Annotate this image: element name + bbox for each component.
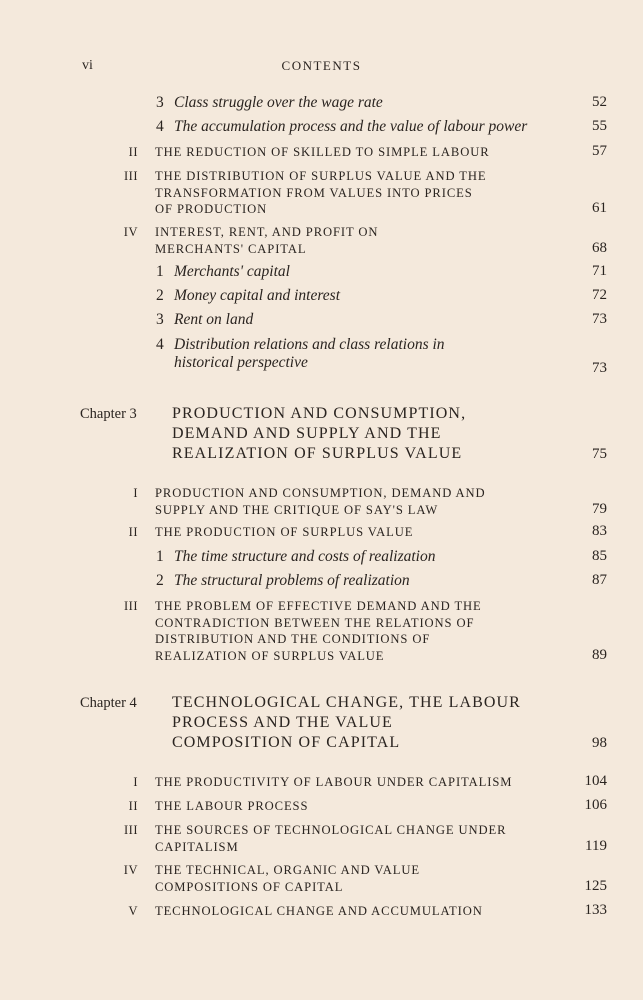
subsection-number: 3 xyxy=(156,94,164,111)
page-ref: 89 xyxy=(592,646,607,663)
section-numeral: V xyxy=(128,904,138,918)
chapter-title xyxy=(172,404,466,464)
page-ref: 61 xyxy=(592,200,607,216)
toc-subsection-line xyxy=(156,94,383,112)
chapter-page-ref: 98 xyxy=(592,735,607,751)
page-ref: 85 xyxy=(592,548,607,564)
section-title-line: TECHNOLOGICAL CHANGE AND ACCUMULATION xyxy=(155,904,483,918)
subsection-number: 1 xyxy=(156,548,164,565)
chapter-title-line: REALIZATION OF SURPLUS VALUE xyxy=(172,445,463,462)
toc-section xyxy=(155,224,378,257)
section-title-line: THE SOURCES OF TECHNOLOGICAL CHANGE UNDER xyxy=(155,823,507,837)
section-numeral: IV xyxy=(123,225,138,239)
section-title-line: COMPOSITIONS OF CAPITAL xyxy=(155,879,344,894)
subsection-number: 2 xyxy=(156,572,164,589)
section-numeral: II xyxy=(128,145,138,159)
section-title-line: THE LABOUR PROCESS xyxy=(155,799,309,813)
section-title-line: MERCHANTS' CAPITAL xyxy=(155,241,307,256)
page-ref: 72 xyxy=(592,287,607,303)
page-ref: 73 xyxy=(592,311,607,327)
toc-section xyxy=(155,774,512,791)
toc-section xyxy=(155,862,420,895)
toc-subsection-line xyxy=(156,336,445,354)
toc-section xyxy=(155,524,413,541)
chapter-title-line: COMPOSITION OF CAPITAL xyxy=(172,734,401,751)
page-ref: 106 xyxy=(584,797,607,813)
subsection-number: 2 xyxy=(156,287,164,304)
toc-subsection xyxy=(156,94,383,112)
toc-subsection xyxy=(156,311,253,329)
subsection-number: 1 xyxy=(156,263,164,280)
toc-subsection xyxy=(156,572,410,590)
page-ref: 133 xyxy=(584,902,607,918)
page-ref: 125 xyxy=(584,877,607,894)
subsection-title: Class struggle over the wage rate xyxy=(174,94,383,111)
page-ref: 55 xyxy=(592,118,607,134)
subsection-number: 4 xyxy=(156,336,164,353)
section-numeral: II xyxy=(128,525,138,539)
subsection-title: historical perspective xyxy=(174,354,308,371)
toc-subsection xyxy=(156,548,435,566)
toc-subsection-line xyxy=(156,287,340,305)
toc-section xyxy=(155,485,486,518)
subsection-title: Rent on land xyxy=(174,311,254,328)
page-ref: 71 xyxy=(592,263,607,279)
toc-subsection-line xyxy=(156,572,410,590)
chapter-title-line: TECHNOLOGICAL CHANGE, THE LABOUR xyxy=(172,694,521,711)
section-title-line: THE PRODUCTIVITY OF LABOUR UNDER CAPITALISM xyxy=(155,775,513,789)
page-ref: 87 xyxy=(592,572,607,588)
section-numeral: III xyxy=(124,169,138,183)
section-title-line: CAPITALISM xyxy=(155,839,239,854)
page-title: CONTENTS xyxy=(281,58,362,73)
section-numeral: I xyxy=(133,486,138,500)
page-ref: 83 xyxy=(592,523,607,539)
section-title-line: OF PRODUCTION xyxy=(155,202,268,216)
page-number: vi xyxy=(82,58,93,73)
subsection-title: The structural problems of realization xyxy=(174,572,410,589)
toc-section xyxy=(155,903,483,920)
page-ref: 57 xyxy=(592,143,607,159)
toc-section xyxy=(155,144,490,161)
subsection-number: 4 xyxy=(156,118,164,135)
section-numeral: I xyxy=(133,775,138,789)
toc-section xyxy=(155,598,482,664)
section-title-line: REALIZATION OF SURPLUS VALUE xyxy=(155,648,385,663)
section-title-line: PRODUCTION AND CONSUMPTION, DEMAND AND xyxy=(155,486,486,500)
chapter-label: Chapter 3 xyxy=(80,406,137,422)
section-title-line: DISTRIBUTION AND THE CONDITIONS OF xyxy=(155,632,431,646)
toc-subsection xyxy=(156,287,340,305)
subsection-title: Distribution relations and class relations in xyxy=(174,336,445,353)
section-numeral: IV xyxy=(123,863,138,877)
section-numeral: III xyxy=(124,599,138,613)
section-title-line: THE TECHNICAL, ORGANIC AND VALUE xyxy=(155,863,420,877)
page-ref: 73 xyxy=(592,360,607,376)
chapter-title-line: PROCESS AND THE VALUE xyxy=(172,714,393,731)
chapter-label: Chapter 4 xyxy=(80,695,137,711)
subsection-number: 3 xyxy=(156,311,164,328)
toc-section xyxy=(155,168,486,218)
section-title-line: THE DISTRIBUTION OF SURPLUS VALUE AND THE xyxy=(155,169,487,183)
toc-subsection-line xyxy=(156,311,253,329)
page-ref: 52 xyxy=(592,94,607,110)
subsection-title: Money capital and interest xyxy=(174,287,341,304)
toc-section xyxy=(155,822,506,855)
page-ref: 119 xyxy=(585,837,607,854)
toc-subsection xyxy=(156,336,445,372)
chapter-title-line: DEMAND AND SUPPLY AND THE xyxy=(172,425,442,442)
section-title-line: THE REDUCTION OF SKILLED TO SIMPLE LABOUR xyxy=(155,145,490,159)
page-ref: 68 xyxy=(592,239,607,256)
section-numeral: III xyxy=(124,823,138,837)
page-ref: 104 xyxy=(584,773,607,789)
toc-subsection xyxy=(156,118,527,136)
section-numeral: II xyxy=(128,799,138,813)
subsection-title: Merchants' capital xyxy=(174,263,290,280)
toc-subsection xyxy=(156,263,290,281)
chapter-title xyxy=(172,693,521,753)
section-title-line: TRANSFORMATION FROM VALUES INTO PRICES xyxy=(155,185,473,200)
toc-subsection-line xyxy=(156,118,527,136)
toc-subsection-line xyxy=(156,263,290,281)
subsection-title: The accumulation process and the value of labour power xyxy=(174,118,528,135)
section-title-line: CONTRADICTION BETWEEN THE RELATIONS OF xyxy=(155,615,475,630)
chapter-page-ref: 75 xyxy=(592,446,607,462)
section-title-line: INTEREST, RENT, AND PROFIT ON xyxy=(155,225,379,239)
section-title-line: THE PROBLEM OF EFFECTIVE DEMAND AND THE xyxy=(155,599,482,613)
toc-subsection-line xyxy=(156,548,435,566)
toc-section xyxy=(155,798,308,815)
toc-subsection-line xyxy=(156,354,445,372)
section-title-line: THE PRODUCTION OF SURPLUS VALUE xyxy=(155,525,414,539)
page-ref: 79 xyxy=(592,500,607,517)
section-title-line: SUPPLY AND THE CRITIQUE OF SAY'S LAW xyxy=(155,502,439,517)
chapter-title-line: PRODUCTION AND CONSUMPTION, xyxy=(172,405,467,422)
subsection-title: The time structure and costs of realization xyxy=(174,548,436,565)
